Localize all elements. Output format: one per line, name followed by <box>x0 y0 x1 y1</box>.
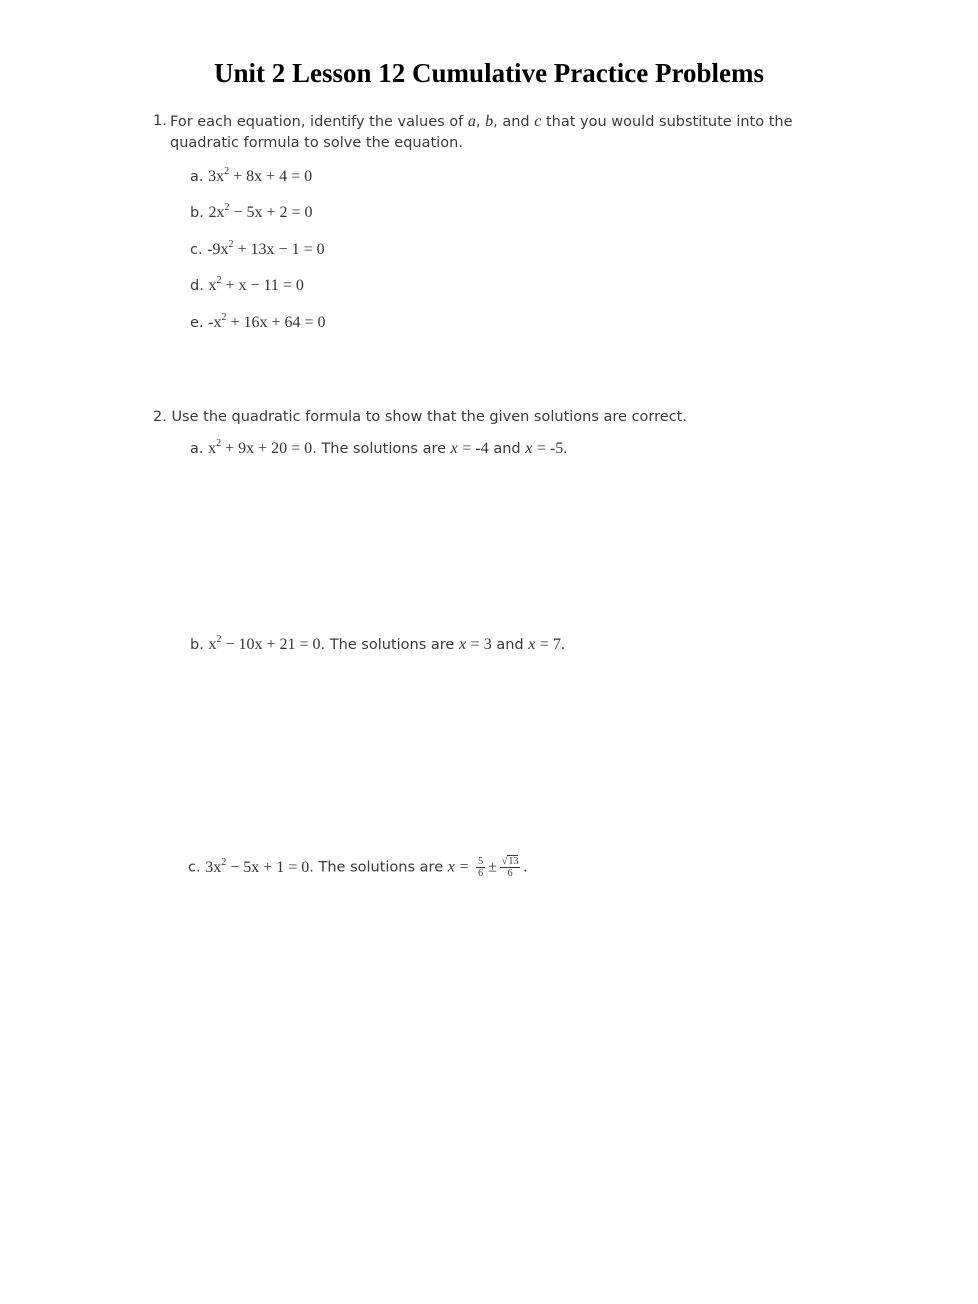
item-label: d. <box>190 278 204 294</box>
and-text: and <box>493 441 521 457</box>
plus-minus-sign: ± <box>488 858 497 876</box>
equation: $-x^2 + 16x + 64 = 0$ <box>208 312 326 331</box>
variable-b: b <box>485 113 494 130</box>
page-title: Unit 2 Lesson 12 Cumulative Practice Problems <box>214 58 764 88</box>
item-label: b. <box>190 637 204 653</box>
problem-2c <box>188 856 527 879</box>
problem-1d <box>190 277 304 295</box>
solution-value: = -4 <box>462 440 489 457</box>
item-label: b. <box>190 205 204 221</box>
solution-value: = -5 <box>536 440 564 457</box>
and-text: and <box>496 637 524 653</box>
fraction-five-sixths: $\frac{5}{6}$ <box>478 856 484 879</box>
equation: $3x^2 + 8x + 4 = 0$ <box>208 166 313 185</box>
equation: $x^2 + 9x + 20 = 0$ <box>208 438 313 457</box>
problem-1a <box>190 168 312 186</box>
fraction-root-13-over-6: $\frac{√13}{6}$ <box>501 856 519 879</box>
item-label: c. <box>188 859 201 876</box>
problem-2-prompt: 2. Use the quadratic formula to show that the given solutions are correct. <box>153 409 687 425</box>
solutions-text: . The solutions are <box>309 859 444 876</box>
variable-x: x <box>458 636 467 653</box>
variable-c: c <box>534 113 542 130</box>
problem-1-text-after: that you would substitute into the quadratic formula to solve the equation. <box>170 114 793 151</box>
problem-1-number: 1. <box>153 113 167 129</box>
solution-value: = 7 <box>539 636 561 653</box>
period: . <box>560 636 565 653</box>
item-label: a. <box>190 441 204 457</box>
period: . <box>523 858 528 876</box>
separator: , and <box>493 114 530 130</box>
variable-x: x <box>528 636 536 653</box>
item-label: a. <box>190 169 204 185</box>
problem-1e <box>190 314 326 332</box>
equation: $-9x^2 + 13x - 1 = 0$ <box>207 239 325 258</box>
equation: $2x^2 - 5x + 2 = 0$ <box>208 202 313 221</box>
variable-x: x <box>525 440 533 457</box>
period: . <box>563 440 568 457</box>
equals-sign: = <box>459 858 469 876</box>
solution-value: = 3 <box>470 636 492 653</box>
item-label: c. <box>190 242 203 258</box>
problem-1-text-before: For each equation, identify the values of <box>170 114 464 130</box>
problem-1-prompt <box>153 111 833 154</box>
variable-a: a <box>467 113 476 130</box>
problem-2b <box>190 636 565 654</box>
variable-x: x <box>450 440 458 457</box>
solutions-text: . The solutions are <box>320 637 455 653</box>
variable-x: x <box>447 858 455 876</box>
equation: $3x^2 - 5x + 1 = 0$ <box>205 856 310 876</box>
equation: $x^2 + x - 11 = 0$ <box>208 275 304 294</box>
equation: $x^2 - 10x + 21 = 0$ <box>208 634 321 653</box>
problem-1b <box>190 204 313 222</box>
problem-1c <box>190 241 325 259</box>
solutions-text: . The solutions are <box>312 441 447 457</box>
item-label: e. <box>190 315 204 331</box>
problem-2a <box>190 440 567 458</box>
separator: , <box>475 114 481 130</box>
